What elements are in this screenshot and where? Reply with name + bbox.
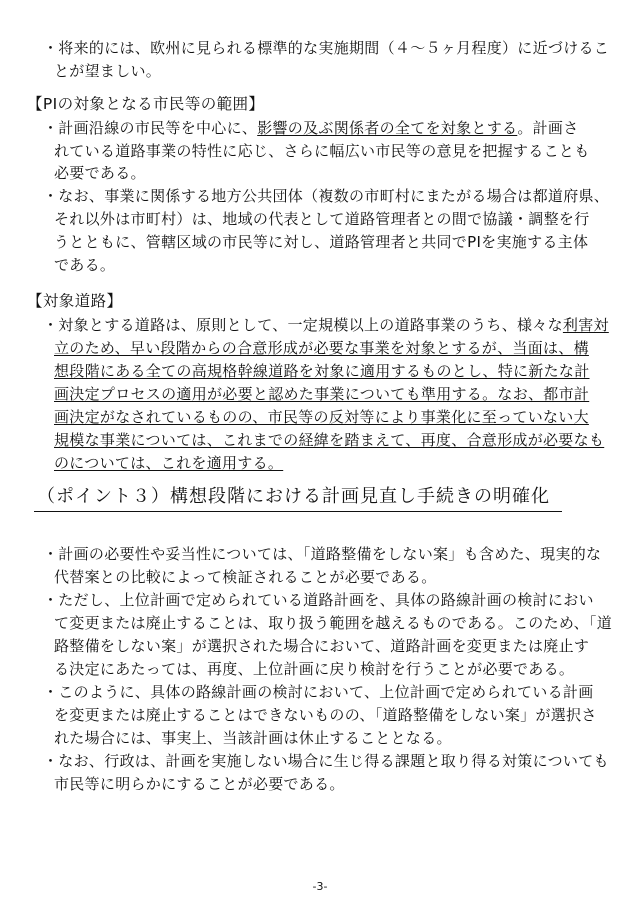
- pi-scope-bullet2-line3: うとともに、管轄区域の市民等に対し、道路管理者と共同でPIを実施する主体: [54, 233, 589, 251]
- point3-heading: （ポイント３）構想段階における計画見直し手続きの明確化: [37, 486, 550, 507]
- point3-line1: ・計画の必要性や妥当性については、「道路整備をしない案」も含めた、現実的な: [43, 545, 602, 563]
- intro-line-2: とが望ましい。: [54, 62, 162, 80]
- pi-scope-bullet2-line1: ・なお、事業に関係する地方公共団体（複数の市町村にまたがる場合は都道府県、: [43, 187, 610, 205]
- point3-line10: ・なお、行政は、計画を実施しない場合に生じ得る課題と取り得る対策についても: [43, 752, 609, 770]
- point3-line6: る決定にあたっては、再度、上位計画に戻り検討を行うことが必要である。: [54, 660, 575, 678]
- target-roads-heading: 【対象道路】: [27, 292, 123, 310]
- target-roads-line5: 画決定がなされているものの、市民等の反対等により事業化に至っていない大: [54, 408, 589, 426]
- point3-line8: を変更または廃止することはできないものの、「道路整備をしない案」が選択さ: [54, 706, 597, 724]
- pi-scope-bullet1-line2: れている道路事業の特性に応じ、さらに幅広い市民等の意見を把握することも: [54, 142, 590, 160]
- pi-scope-bullet1-line1: [43, 118, 579, 138]
- point3-line2: 代替案との比較によって検証されることが必要である。: [54, 568, 437, 586]
- target-roads-line1: [43, 315, 609, 335]
- pi-scope-bullet1-underlined: 影響の及ぶ関係者の全てを対象とする: [257, 119, 518, 137]
- point3-line7: ・このように、具体の路線計画の検討において、上位計画で定められている計画: [43, 683, 594, 701]
- pi-scope-bullet1-line3: 必要である。: [54, 164, 146, 182]
- page-number: -3-: [312, 880, 328, 893]
- target-roads-line2: 立のため、早い段階からの合意形成が必要な事業を対象とするが、当面は、構: [54, 339, 589, 357]
- point3-line4: て変更または廃止することは、取り扱う範囲を越えるものである。このため、「道: [54, 614, 613, 632]
- target-roads-line7: のについては、これを適用する。: [54, 454, 284, 472]
- point3-line5: 路整備をしない案」が選択された場合において、道路計画を変更または廃止す: [54, 637, 590, 655]
- pi-scope-bullet1-text-pre: ・計画沿線の市民等を中心に、: [43, 119, 258, 137]
- intro-line-1: ・将来的には、欧州に見られる標準的な実施期間（４～５ヶ月程度）に近づけるこ: [43, 39, 610, 57]
- pi-scope-heading: 【PIの対象となる市民等の範囲】: [27, 95, 265, 113]
- target-roads-line3: 想段階にある全ての高規格幹線道路を対象に適用するものとし、特に新たな計: [54, 362, 590, 380]
- target-roads-line6: 規模な事業については、これまでの経緯を踏まえて、再度、合意形成が必要なも: [54, 431, 605, 449]
- pi-scope-bullet1-text-post: 。計画さ: [517, 119, 579, 137]
- target-roads-line1-underlined: 利害対: [562, 316, 609, 334]
- point3-line3: ・ただし、上位計画で定められている道路計画を、具体の路線計画の検討におい: [43, 591, 594, 609]
- point3-heading-rule: [34, 511, 562, 512]
- pi-scope-bullet2-line4: である。: [54, 256, 116, 274]
- pi-scope-bullet2-line2: それ以外は市町村）は、地域の代表として道路管理者との間で協議・調整を行: [54, 210, 590, 228]
- target-roads-line4: 画決定プロセスの適用が必要と認めた事業についても準用する。なお、都市計: [54, 385, 590, 403]
- target-roads-line1-pre: ・対象とする道路は、原則として、一定規模以上の道路事業のうち、様々な: [43, 316, 563, 334]
- point3-line9: れた場合には、事実上、当該計画は休止することとなる。: [54, 729, 452, 747]
- point3-line11: 市民等に明らかにすることが必要である。: [54, 775, 345, 793]
